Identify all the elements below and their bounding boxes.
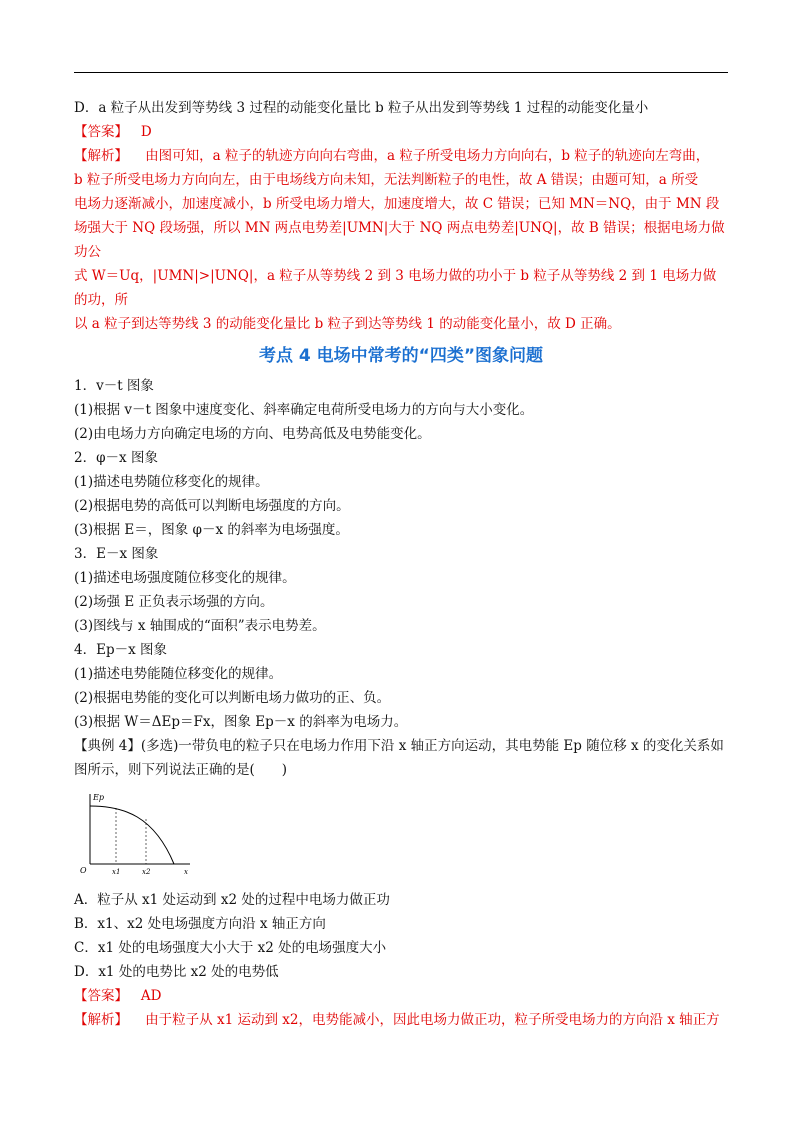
list-item: (3)根据 E＝，图象 φ－x 的斜率为电场强度。 bbox=[74, 522, 349, 538]
analysis-line: 场强大于 NQ 段场强，所以 MN 两点电势差|UMN|大于 NQ 两点电势差|UNQ|，故 B 错误；根据电场力做功公 bbox=[74, 220, 725, 260]
list-item: (3)图线与 x 轴围成的“面积”表示电势差。 bbox=[74, 618, 326, 634]
answer-tag: 【答案】 bbox=[74, 124, 128, 140]
example-answer bbox=[74, 984, 728, 1008]
header-rule bbox=[74, 72, 728, 73]
list-item: 4．Ep－x 图象 bbox=[74, 642, 167, 658]
option-d: D．x1 处的电势比 x2 处的电势低 bbox=[74, 964, 279, 980]
analysis-line: 由图可知，a 粒子的轨迹方向向右弯曲，a 粒子所受电场力方向向右，b 粒子的轨迹向左弯曲， bbox=[145, 148, 710, 164]
example-stem-line2: 图所示，则下列说法正确的是( ) bbox=[74, 762, 288, 778]
section-heading: 考点 4 电场中常考的“四类”图象问题 bbox=[258, 346, 543, 366]
option-a: A．粒子从 x1 处运动到 x2 处的过程中电场力做正功 bbox=[74, 892, 390, 908]
ep-curve bbox=[90, 806, 174, 864]
analysis-line: 以 a 粒子到达等势线 3 的动能变化量比 b 粒子到达等势线 1 的动能变化量小，故 D 正确。 bbox=[74, 316, 621, 332]
analysis-tag: 【解析】 bbox=[74, 1012, 128, 1028]
x-axis-label: x bbox=[184, 868, 188, 876]
x2-label: x2 bbox=[142, 868, 151, 876]
list-item: (2)根据电势的高低可以判断电场强度的方向。 bbox=[74, 498, 350, 514]
list-item: 1．v－t 图象 bbox=[74, 378, 154, 394]
analysis-line: 电场力逐渐减小，加速度减小，b 所受电场力增大，加速度增大，故 C 错误；已知 MN＝NQ，由于 MN 段 bbox=[74, 196, 720, 212]
analysis-tag: 【解析】 bbox=[74, 148, 128, 164]
document-page bbox=[74, 96, 728, 1032]
answer-tag: 【答案】 bbox=[74, 988, 128, 1004]
answer-value: AD bbox=[140, 988, 162, 1004]
list-item: 2．φ－x 图象 bbox=[74, 450, 158, 466]
list-item: (2)场强 E 正负表示场强的方向。 bbox=[74, 594, 274, 610]
list-item: (1)描述电势随位移变化的规律。 bbox=[74, 474, 269, 490]
example-stem-line1: 【典例 4】(多选)一带负电的粒子只在电场力作用下沿 x 轴正方向运动，其电势能 Ep 随位移 x 的变化关系如 bbox=[74, 738, 724, 754]
list-item: (2)由电场力方向确定电场的方向、电势高低及电势能变化。 bbox=[74, 426, 431, 442]
prev-answer bbox=[74, 120, 728, 144]
list-item: (1)描述电场强度随位移变化的规律。 bbox=[74, 570, 296, 586]
list-item: (1)根据 v－t 图象中速度变化、斜率确定电荷所受电场力的方向与大小变化。 bbox=[74, 402, 534, 418]
list-item: (3)根据 W＝ΔEp＝Fx，图象 Ep－x 的斜率为电场力。 bbox=[74, 714, 408, 730]
analysis-line: b 粒子所受电场力方向向左，由于电场线方向未知，无法判断粒子的电性，故 A 错误；由题可知，a 所受 bbox=[74, 172, 699, 188]
example-analysis bbox=[74, 1008, 728, 1032]
prev-option-d: D．a 粒子从出发到等势线 3 过程的动能变化量比 b 粒子从出发到等势线 1 过程的动能变化量小 bbox=[74, 100, 649, 116]
answer-value: D bbox=[140, 124, 152, 140]
origin-label: O bbox=[80, 866, 87, 875]
option-c: C．x1 处的电场强度大小大于 x2 处的电场强度大小 bbox=[74, 940, 387, 956]
x1-label: x1 bbox=[112, 868, 121, 876]
ep-x-graph bbox=[74, 788, 194, 876]
list-item: (2)根据电势能的变化可以判断电场力做功的正、负。 bbox=[74, 690, 391, 706]
y-axis-label: Ep bbox=[93, 793, 104, 802]
prev-analysis bbox=[74, 144, 728, 336]
list-item: 3．E－x 图象 bbox=[74, 546, 159, 562]
option-b: B．x1、x2 处电场强度方向沿 x 轴正方向 bbox=[74, 916, 326, 932]
list-item: (1)描述电势能随位移变化的规律。 bbox=[74, 666, 283, 682]
analysis-line: 由于粒子从 x1 运动到 x2，电势能减小，因此电场力做正功，粒子所受电场力的方向沿 x 轴正方 bbox=[145, 1012, 720, 1028]
analysis-line: 式 W＝Uq，|UMN|>|UNQ|，a 粒子从等势线 2 到 3 电场力做的功小于 b 粒子从等势线 2 到 1 电场力做的功，所 bbox=[74, 268, 717, 308]
